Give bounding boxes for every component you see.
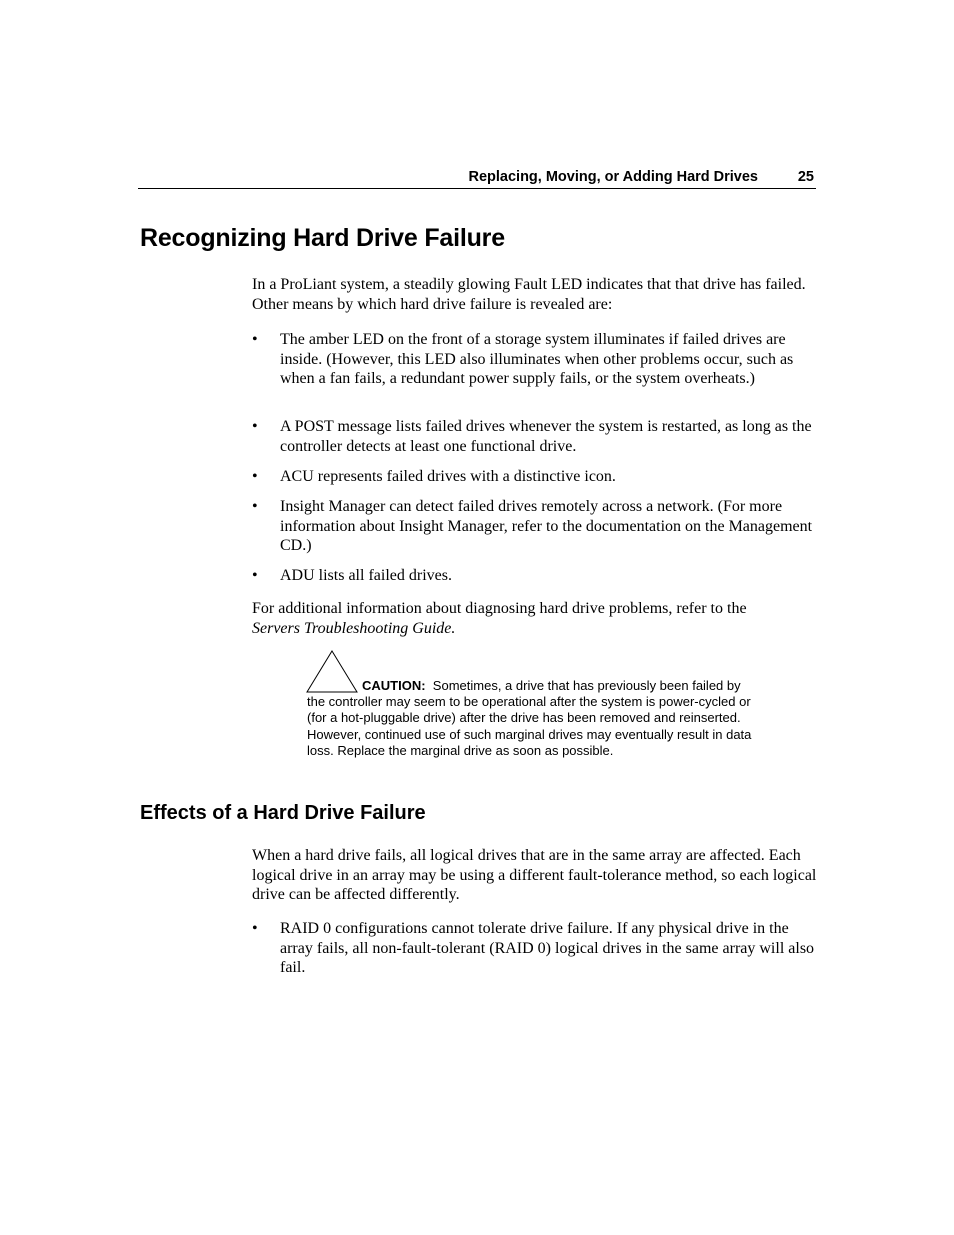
list-item (252, 467, 817, 487)
running-header-title: Replacing, Moving, or Adding Hard Drives (468, 169, 758, 185)
list-item (252, 417, 817, 456)
list-item-text: The amber LED on the front of a storage system illuminates if failed drives are inside. (However, this LED also illuminates when other problems occur, such as when a fan fails, a redundant power supply fails, or the system overheats.) (280, 331, 794, 387)
list-item-text: ADU lists all failed drives. (280, 567, 452, 584)
intro-paragraph: In a ProLiant system, a steadily glowing Fault LED indicates that that drive has failed. Other means by which hard drive failure is revealed are: (252, 276, 806, 313)
bullet-icon: • (252, 418, 258, 435)
bullet-icon: • (252, 920, 258, 937)
section-heading-effects: Effects of a Hard Drive Failure (140, 802, 426, 824)
list-item (252, 330, 817, 389)
troubleshooting-guide-reference: Servers Troubleshooting Guide. (252, 619, 456, 637)
effects-intro-paragraph: When a hard drive fails, all logical drives that are in the same array are affected. Each logical drive in an array may be using a different fault-tolerance method, so each logical drive can be affected differently. (252, 847, 817, 903)
list-item-text: Insight Manager can detect failed drives remotely across a network. (For more information about Insight Manager, refer to the documentation on the Management CD.) (280, 498, 813, 554)
additional-info-paragraph (252, 599, 817, 638)
caution-note (307, 650, 759, 759)
bullet-icon: • (252, 498, 258, 515)
caution-label: CAUTION: (362, 678, 426, 693)
list-item-text: ACU represents failed drives with a distinctive icon. (280, 468, 616, 485)
additional-info-text: For additional information about diagnosing hard drive problems, refer to the (252, 600, 747, 617)
list-item (252, 919, 817, 978)
list-item (252, 497, 817, 556)
caution-text: Sometimes, a drive that has previously been failed by the controller may seem to be operational after the system is power-cycled or (for a hot-pluggable drive) after the drive has been removed and reinserted. However, continued use of such marginal drives may eventually result in data loss. Replace the marginal drive as soon as possible. (307, 678, 752, 758)
caution-triangle-icon (306, 650, 358, 693)
bullet-icon: • (252, 567, 258, 584)
running-header (138, 168, 816, 189)
list-item-text: A POST message lists failed drives whenever the system is restarted, as long as the controller detects at least one functional drive. (280, 418, 812, 455)
page-number: 25 (797, 169, 814, 185)
section-heading-recognizing: Recognizing Hard Drive Failure (140, 224, 505, 252)
bullet-icon: • (252, 331, 258, 348)
list-item (252, 566, 817, 586)
bullet-icon: • (252, 468, 258, 485)
list-item-text: RAID 0 configurations cannot tolerate drive failure. If any physical drive in the array fails, all non-fault-tolerant (RAID 0) logical drives in the same array will also fail. (280, 920, 815, 976)
